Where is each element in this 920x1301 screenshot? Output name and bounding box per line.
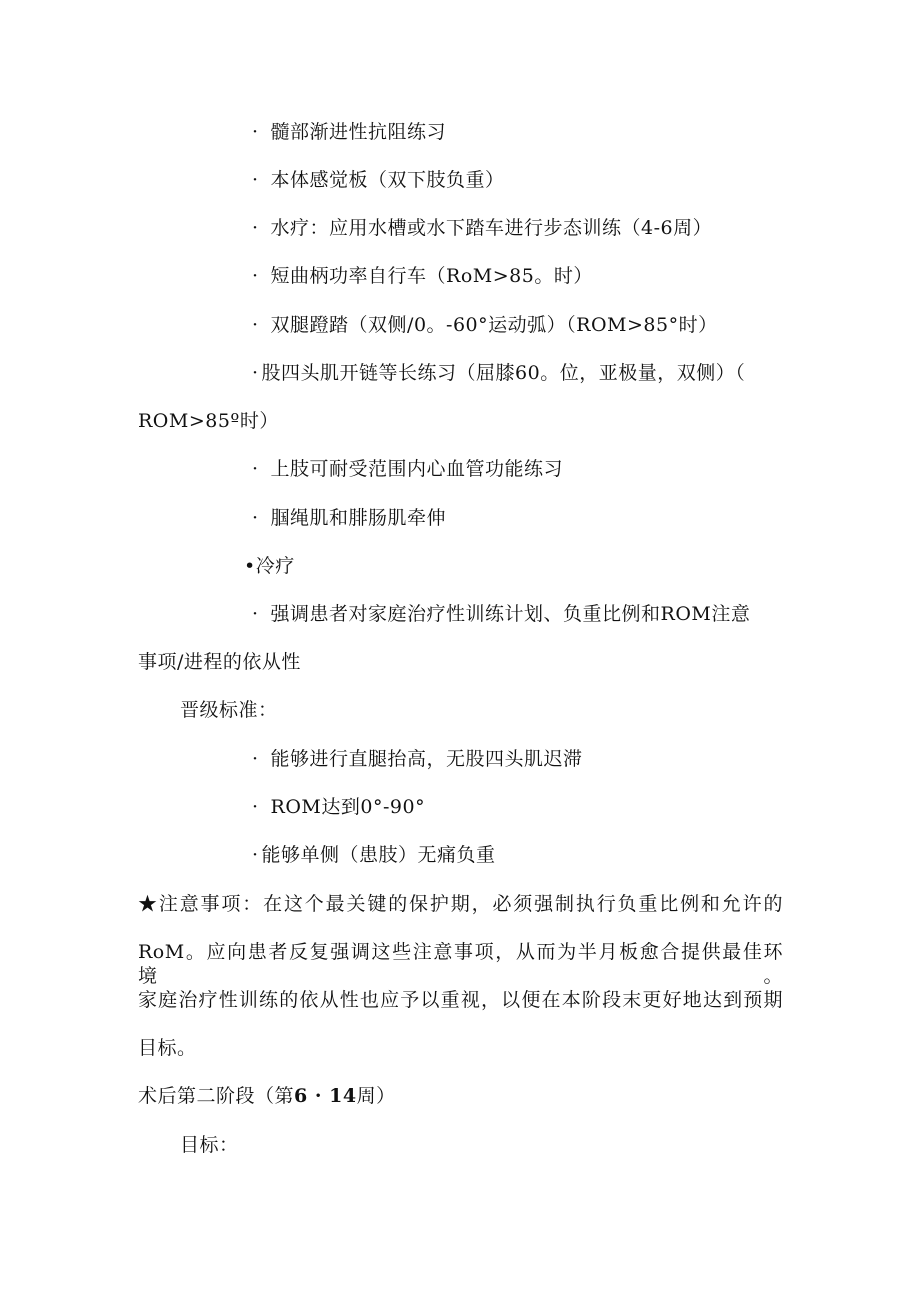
- list-item-text: 本体感觉板（双下肢负重）: [270, 169, 505, 191]
- bullet-icon: ·: [252, 748, 259, 770]
- bullet-icon: ·: [252, 844, 259, 866]
- list-item: [252, 120, 446, 144]
- list-item-text: 上肢可耐受范围内心血管功能练习: [270, 458, 564, 480]
- list-item-continuation: [138, 409, 279, 433]
- list-item-text: 冷疗: [255, 555, 295, 577]
- phase-weeks-start: 6: [294, 1085, 308, 1107]
- list-item: [252, 747, 583, 771]
- list-item-text: 髓部渐进性抗阻练习: [270, 121, 447, 143]
- section-heading: 晋级标准：: [180, 699, 278, 721]
- caution-paragraph-line: 目标。: [138, 1037, 197, 1059]
- list-item-text: 腘绳肌和腓肠肌牵伸: [270, 507, 447, 529]
- list-item: [252, 264, 593, 288]
- list-item-text: 事项/进程的依从性: [138, 651, 301, 673]
- list-item-text: 强调患者对家庭治疗性训练计划、负重比例和ROM注意: [270, 603, 751, 625]
- list-item-continuation: [138, 650, 301, 674]
- phase-heading: [138, 1084, 396, 1108]
- bullet-icon: ·: [252, 265, 259, 287]
- list-item-text: 股四头肌开链等长练习（屈膝60。位，亚极量，双侧）（: [261, 362, 746, 384]
- list-item: [252, 795, 425, 819]
- list-item-text: 短曲柄功率自行车（RoM>85。时）: [270, 265, 593, 287]
- bullet-icon: ·: [252, 314, 259, 336]
- bullet-icon: ·: [252, 362, 259, 384]
- list-item-text: ROM达到0°-90°: [270, 796, 426, 818]
- list-item: [252, 216, 712, 240]
- list-item-text: ROM>85º时）: [138, 410, 279, 432]
- list-item: [252, 168, 505, 192]
- bullet-icon: ·: [252, 458, 259, 480]
- phase-weeks-separator: ·: [314, 1085, 322, 1107]
- phase-heading-prefix: 术后第二阶段（第: [138, 1085, 295, 1107]
- caution-paragraph-line: 家庭治疗性训练的依从性也应予以重视，以便在本阶段末更好地达到预期: [138, 989, 783, 1011]
- bullet-icon: ·: [252, 169, 259, 191]
- bullet-icon: •: [244, 555, 256, 577]
- caution-paragraph-line: ★注意事项：在这个最关键的保护期，必须强制执行负重比例和允许的: [138, 893, 783, 915]
- list-item: [252, 602, 750, 626]
- bullet-icon: ·: [252, 603, 259, 625]
- list-item-text: 能够进行直腿抬高，无股四头肌迟滞: [270, 748, 583, 770]
- bullet-icon: ·: [252, 217, 259, 239]
- list-item-text: 双腿蹬踏（双侧/0。-60°运动弧）（ROM>85°时）: [270, 314, 718, 336]
- bullet-icon: ·: [252, 507, 259, 529]
- list-item: [252, 457, 563, 481]
- list-item-text: 能够单侧（患肢）无痛负重: [261, 844, 496, 866]
- bullet-icon: ·: [252, 796, 259, 818]
- list-item-text: 水疗：应用水槽或水下踏车进行步态训练（4-6周）: [270, 217, 713, 239]
- phase-heading-suffix: 周）: [356, 1085, 396, 1107]
- list-item: [252, 361, 745, 385]
- list-item: [252, 843, 496, 867]
- list-item: [252, 506, 446, 530]
- phase-weeks-end: 14: [329, 1085, 357, 1107]
- list-item: [244, 554, 295, 578]
- goal-heading: 目标：: [180, 1134, 239, 1156]
- caution-paragraph-line: RoM。应向患者反复强调这些注意事项，从而为半月板愈合提供最佳环境。: [138, 941, 783, 987]
- bullet-icon: ·: [252, 121, 259, 143]
- list-item: [252, 313, 718, 337]
